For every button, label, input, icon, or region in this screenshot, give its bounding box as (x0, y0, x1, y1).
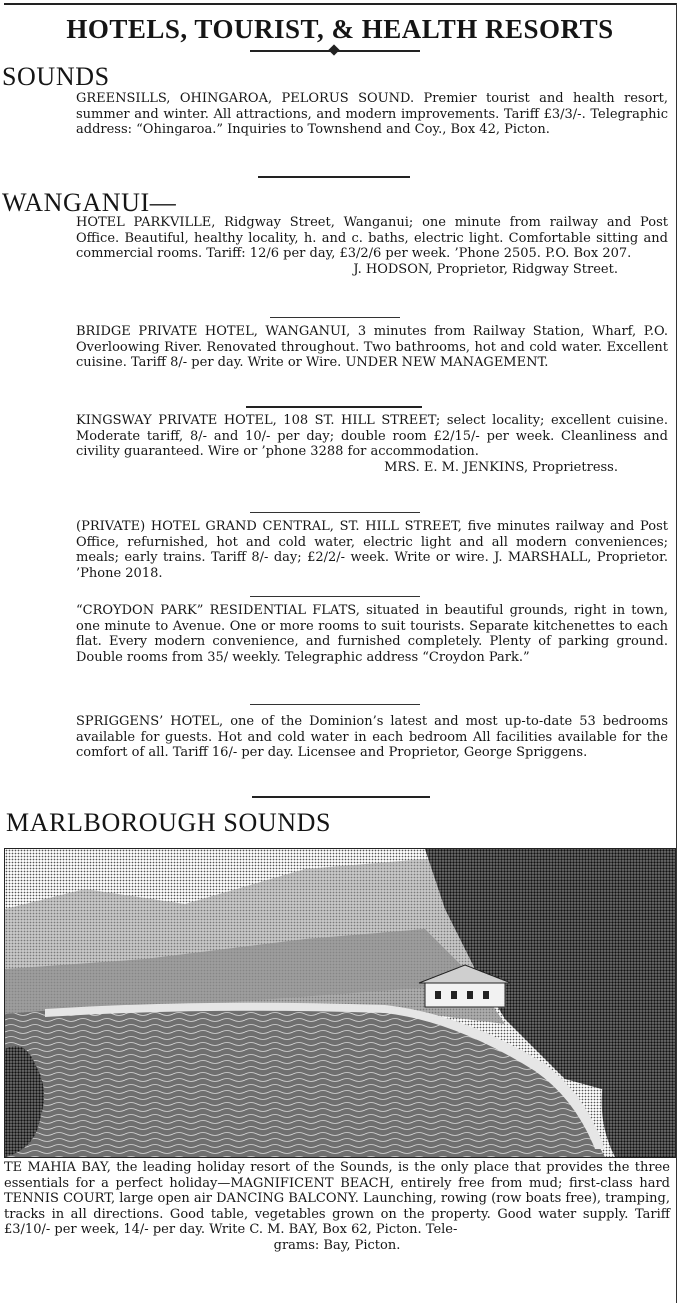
entry-divider (250, 512, 420, 513)
listing-hotel-parkville (76, 215, 668, 277)
section-heading-sounds: SOUNDS (2, 62, 110, 91)
listing-text: “CROYDON PARK” RESIDENTIAL FLATS, situated in beautiful grounds, right in town, one minute to Avenue. One or more rooms to suit tourists. Separate kitchenettes to each flat. Every modern convenience, and furnished completely. Plenty of parking ground. Double rooms from 35/ weekly. Telegraphic address “Croydon Park.” (76, 603, 668, 665)
listing-grand-central (76, 519, 668, 581)
listing-croydon-park (76, 603, 668, 665)
section-divider (258, 176, 410, 178)
section-heading-wanganui: WANGANUI— (2, 188, 177, 217)
top-border-rule (4, 3, 676, 5)
listing-signature: MRS. E. M. JENKINS, Proprietress. (384, 459, 618, 475)
diamond-ornament-icon (328, 44, 339, 55)
listing-text: HOTEL PARKVILLE, Ridgway Street, Wanganui; one minute from railway and Post Office. Beautiful, healthy locality, h. and c. baths, electric light. Comfortable sitting and commercial rooms. Tariff: 12/6 per day, £3/2/6 per week. ’Phone 2505. P.O. Box 207. (76, 215, 668, 261)
entry-divider (246, 406, 422, 408)
listing-text: GREENSILLS, OHINGAROA, PELORUS SOUND. Premier tourist and health resort, summer and winter. All attractions, and modern improvements. Tariff £3/3/-. Telegraphic address: “Ohingaroa.” Inquiries to Townshend and Coy., Box 42, Picton. (76, 91, 668, 137)
right-border-rule (676, 3, 677, 1303)
entry-divider (270, 317, 400, 318)
listing-text: (PRIVATE) HOTEL GRAND CENTRAL, ST. HILL STREET, five minutes railway and Post Office, refurnished, hot and cold water, electric light and all modern conveniences; meals; early trains. Tariff 8/- day; £2/2/- week. Write or wire. J. MARSHALL, Proprietor. ’Phone 2018. (76, 519, 668, 581)
listing-bridge-private-hotel (76, 324, 668, 371)
bay-landscape-photo (4, 848, 676, 1158)
entry-divider (250, 596, 420, 597)
page-title: HOTELS, TOURIST, & HEALTH RESORTS (66, 14, 614, 44)
te-mahia-bay-advert (4, 1160, 670, 1254)
listing-kingsway-private-hotel (76, 413, 668, 475)
entry-divider (250, 704, 420, 705)
listing-greensills (76, 91, 668, 138)
advert-tail: grams: Bay, Picton. (273, 1237, 401, 1253)
listing-spriggens-hotel (76, 714, 668, 761)
listing-text: SPRIGGENS’ HOTEL, one of the Dominion’s latest and most up-to-date 53 bedrooms available for guests. Hot and cold water in each bedroom All facilities available for the comfort of all. Tariff 16/- per day. Licensee and Proprietor, George Spriggens. (76, 714, 668, 760)
advert-text: TE MAHIA BAY, the leading holiday resort of the Sounds, is the only place that provides the three essentials for a perfect holiday—MAGNIFICENT BEACH, entirely free from mud; first-class hard TENNIS COURT, large open air DANCING BALCONY. Launching, rowing (row boats free), tramping, tracks in all directions. Good table, vegetables grown on the property. Good water supply. Tariff £3/10/- per week, 14/- per day. Write C. M. BAY, Box 62, Picton. Tele- (4, 1160, 670, 1238)
listing-signature: J. HODSON, Proprietor, Ridgway Street. (353, 261, 618, 277)
listing-text: BRIDGE PRIVATE HOTEL, WANGANUI, 3 minutes from Railway Station, Wharf, P.O. Overloowing River. Renovated throughout. Two bathrooms, hot and cold water. Excellent cuisine. Tariff 8/- per day. Write or Wire. UNDER NEW MANAGEMENT. (76, 324, 668, 370)
section-divider (252, 796, 430, 798)
section-heading-marlborough: MARLBOROUGH SOUNDS (6, 808, 332, 837)
listing-text: KINGSWAY PRIVATE HOTEL, 108 ST. HILL STREET; select locality; excellent cuisine. Moderate tariff, 8/- and 10/- per day; double room £2/15/- per week. Cleanliness and civility guaranteed. Wire or ’phone 3288 for accommodation. (76, 413, 668, 459)
title-ornament-rule (250, 46, 420, 56)
